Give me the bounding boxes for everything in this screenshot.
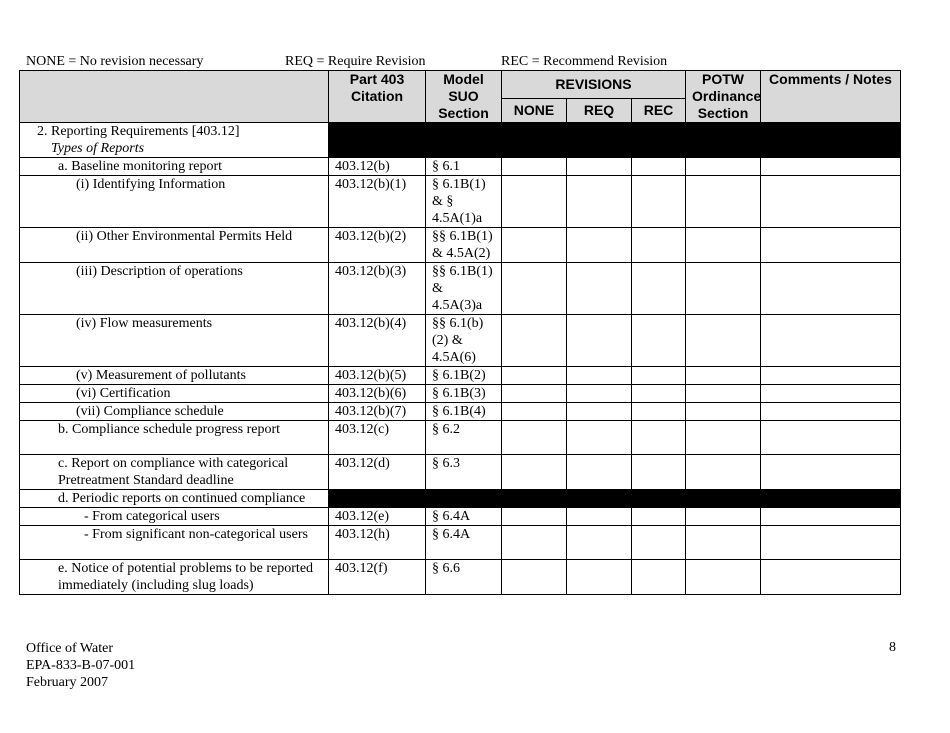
section-cell: § 6.1B(3) bbox=[426, 385, 502, 403]
potw-cell[interactable] bbox=[686, 315, 761, 367]
req-header: REQ bbox=[567, 98, 632, 122]
item-cell: (v) Measurement of pollutants bbox=[20, 367, 329, 385]
item-cell: b. Compliance schedule progress report bbox=[20, 421, 329, 455]
potw-cell[interactable] bbox=[686, 421, 761, 455]
potw-cell[interactable] bbox=[686, 385, 761, 403]
citation-cell: 403.12(b)(3) bbox=[329, 263, 426, 315]
rec-cell[interactable] bbox=[632, 228, 686, 263]
potw-cell bbox=[686, 490, 761, 508]
req-cell[interactable] bbox=[567, 367, 632, 385]
section-cell bbox=[426, 490, 502, 508]
req-cell[interactable] bbox=[567, 560, 632, 595]
section-cell: §§ 6.1B(1) & 4.5A(3)a bbox=[426, 263, 502, 315]
citation-cell: 403.12(b)(1) bbox=[329, 176, 426, 228]
rec-cell[interactable] bbox=[632, 158, 686, 176]
item-header bbox=[20, 71, 329, 123]
comments-cell bbox=[761, 490, 901, 508]
model-suo-header: Model SUO Section bbox=[426, 71, 502, 123]
rec-cell[interactable] bbox=[632, 385, 686, 403]
citation-cell: 403.12(b) bbox=[329, 158, 426, 176]
rec-cell[interactable] bbox=[632, 403, 686, 421]
comments-cell[interactable] bbox=[761, 315, 901, 367]
section-cell: § 6.1B(2) bbox=[426, 367, 502, 385]
rec-cell[interactable] bbox=[632, 176, 686, 228]
none-cell[interactable] bbox=[502, 315, 567, 367]
comments-cell[interactable] bbox=[761, 263, 901, 315]
section-cell: § 6.4A bbox=[426, 526, 502, 560]
req-cell[interactable] bbox=[567, 403, 632, 421]
revisions-header: REVISIONS bbox=[502, 71, 686, 99]
rec-cell bbox=[632, 490, 686, 508]
citation-cell: 403.12(f) bbox=[329, 560, 426, 595]
section-cell: §§ 6.1B(1) & 4.5A(2) bbox=[426, 228, 502, 263]
req-cell[interactable] bbox=[567, 176, 632, 228]
potw-cell[interactable] bbox=[686, 367, 761, 385]
section-cell bbox=[426, 123, 502, 158]
potw-cell[interactable] bbox=[686, 176, 761, 228]
none-cell[interactable] bbox=[502, 421, 567, 455]
none-cell bbox=[502, 123, 567, 158]
potw-cell[interactable] bbox=[686, 455, 761, 490]
potw-cell[interactable] bbox=[686, 526, 761, 560]
item-cell bbox=[20, 560, 329, 595]
section-cell: §§ 6.1(b)(2) & 4.5A(6) bbox=[426, 315, 502, 367]
citation-cell: 403.12(b)(7) bbox=[329, 403, 426, 421]
revision-checklist-table bbox=[19, 70, 901, 595]
none-cell[interactable] bbox=[502, 403, 567, 421]
item-cell: (ii) Other Environmental Permits Held bbox=[20, 228, 329, 263]
req-cell bbox=[567, 490, 632, 508]
comments-cell bbox=[761, 123, 901, 158]
footer-date: February 2007 bbox=[26, 675, 109, 690]
section-title: 2. Reporting Requirements [403.12] bbox=[37, 124, 240, 139]
citation-cell: 403.12(b)(6) bbox=[329, 385, 426, 403]
req-cell[interactable] bbox=[567, 158, 632, 176]
comments-cell[interactable] bbox=[761, 508, 901, 526]
none-cell[interactable] bbox=[502, 508, 567, 526]
none-cell[interactable] bbox=[502, 263, 567, 315]
none-cell[interactable] bbox=[502, 526, 567, 560]
none-cell[interactable] bbox=[502, 228, 567, 263]
item-cell: a. Baseline monitoring report bbox=[20, 158, 329, 176]
req-cell[interactable] bbox=[567, 526, 632, 560]
table-row bbox=[20, 560, 901, 595]
none-cell[interactable] bbox=[502, 455, 567, 490]
table-row bbox=[20, 367, 901, 385]
table-row bbox=[20, 385, 901, 403]
citation-cell bbox=[329, 490, 426, 508]
potw-cell[interactable] bbox=[686, 228, 761, 263]
rec-cell bbox=[632, 123, 686, 158]
req-cell[interactable] bbox=[567, 385, 632, 403]
potw-cell[interactable] bbox=[686, 508, 761, 526]
table-row bbox=[20, 455, 901, 490]
item-text: e. Notice of potential problems to be reported immediately (including slug loads) bbox=[58, 561, 314, 593]
citation-cell: 403.12(h) bbox=[329, 526, 426, 560]
item-cell: (i) Identifying Information bbox=[20, 176, 329, 228]
legend-rec: REC = Recommend Revision bbox=[501, 54, 668, 69]
section-cell: § 6.1B(4) bbox=[426, 403, 502, 421]
item-text: c. Report on compliance with categorical Pretreatment Standard deadline bbox=[58, 456, 289, 488]
section-cell: § 6.1 bbox=[426, 158, 502, 176]
comments-cell[interactable] bbox=[761, 403, 901, 421]
potw-header: POTW Ordinance Section bbox=[686, 71, 761, 123]
citation-cell: 403.12(e) bbox=[329, 508, 426, 526]
table-row bbox=[20, 263, 901, 315]
req-cell[interactable] bbox=[567, 263, 632, 315]
section-subtitle: Types of Reports bbox=[51, 141, 145, 156]
table-row bbox=[20, 228, 901, 263]
potw-cell[interactable] bbox=[686, 403, 761, 421]
citation-cell: 403.12(b)(5) bbox=[329, 367, 426, 385]
rec-cell[interactable] bbox=[632, 560, 686, 595]
comments-header: Comments / Notes bbox=[761, 71, 901, 123]
citation-cell: 403.12(b)(2) bbox=[329, 228, 426, 263]
table-row bbox=[20, 508, 901, 526]
rec-cell[interactable] bbox=[632, 508, 686, 526]
table-row bbox=[20, 158, 901, 176]
legend-none: NONE = No revision necessary bbox=[26, 54, 204, 69]
item-cell: (vi) Certification bbox=[20, 385, 329, 403]
req-cell[interactable] bbox=[567, 508, 632, 526]
comments-cell[interactable] bbox=[761, 158, 901, 176]
comments-cell[interactable] bbox=[761, 367, 901, 385]
table-row bbox=[20, 403, 901, 421]
none-cell[interactable] bbox=[502, 385, 567, 403]
legend-req: REQ = Require Revision bbox=[285, 54, 426, 69]
section-cell: § 6.6 bbox=[426, 560, 502, 595]
req-cell[interactable] bbox=[567, 315, 632, 367]
table-row bbox=[20, 421, 901, 455]
comments-cell[interactable] bbox=[761, 455, 901, 490]
comments-cell[interactable] bbox=[761, 385, 901, 403]
footer-office: Office of Water bbox=[26, 641, 113, 656]
potw-cell bbox=[686, 123, 761, 158]
item-cell bbox=[20, 455, 329, 490]
citation-cell: 403.12(d) bbox=[329, 455, 426, 490]
section-cell: § 6.1B(1) & § 4.5A(1)a bbox=[426, 176, 502, 228]
potw-cell[interactable] bbox=[686, 560, 761, 595]
none-cell[interactable] bbox=[502, 560, 567, 595]
rec-cell[interactable] bbox=[632, 455, 686, 490]
none-cell[interactable] bbox=[502, 176, 567, 228]
rec-header: REC bbox=[632, 98, 686, 122]
item-cell: (iv) Flow measurements bbox=[20, 315, 329, 367]
comments-cell[interactable] bbox=[761, 228, 901, 263]
potw-cell[interactable] bbox=[686, 263, 761, 315]
rec-cell[interactable] bbox=[632, 263, 686, 315]
footer-doc-number: EPA-833-B-07-001 bbox=[26, 658, 136, 673]
rec-cell[interactable] bbox=[632, 315, 686, 367]
item-cell: - From significant non-categorical users bbox=[20, 526, 329, 560]
citation-cell: 403.12(b)(4) bbox=[329, 315, 426, 367]
item-cell bbox=[20, 123, 329, 158]
page-number: 8 bbox=[889, 640, 896, 655]
part403-header: Part 403 Citation bbox=[329, 71, 426, 123]
potw-cell[interactable] bbox=[686, 158, 761, 176]
none-cell[interactable] bbox=[502, 158, 567, 176]
item-cell: d. Periodic reports on continued compliance bbox=[20, 490, 329, 508]
footer bbox=[26, 640, 135, 691]
none-header: NONE bbox=[502, 98, 567, 122]
table-row bbox=[20, 123, 901, 158]
section-cell: § 6.3 bbox=[426, 455, 502, 490]
section-cell: § 6.4A bbox=[426, 508, 502, 526]
req-cell[interactable] bbox=[567, 228, 632, 263]
citation-cell: 403.12(c) bbox=[329, 421, 426, 455]
req-cell[interactable] bbox=[567, 455, 632, 490]
none-cell[interactable] bbox=[502, 367, 567, 385]
comments-cell[interactable] bbox=[761, 560, 901, 595]
rec-cell[interactable] bbox=[632, 421, 686, 455]
item-cell: (iii) Description of operations bbox=[20, 263, 329, 315]
item-cell: - From categorical users bbox=[20, 508, 329, 526]
table-row bbox=[20, 315, 901, 367]
section-cell: § 6.2 bbox=[426, 421, 502, 455]
req-cell bbox=[567, 123, 632, 158]
table-row bbox=[20, 526, 901, 560]
rec-cell[interactable] bbox=[632, 367, 686, 385]
table-row bbox=[20, 176, 901, 228]
comments-cell[interactable] bbox=[761, 176, 901, 228]
none-cell bbox=[502, 490, 567, 508]
req-cell[interactable] bbox=[567, 421, 632, 455]
comments-cell[interactable] bbox=[761, 526, 901, 560]
citation-cell bbox=[329, 123, 426, 158]
item-cell: (vii) Compliance schedule bbox=[20, 403, 329, 421]
rec-cell[interactable] bbox=[632, 526, 686, 560]
comments-cell[interactable] bbox=[761, 421, 901, 455]
table-row bbox=[20, 490, 901, 508]
